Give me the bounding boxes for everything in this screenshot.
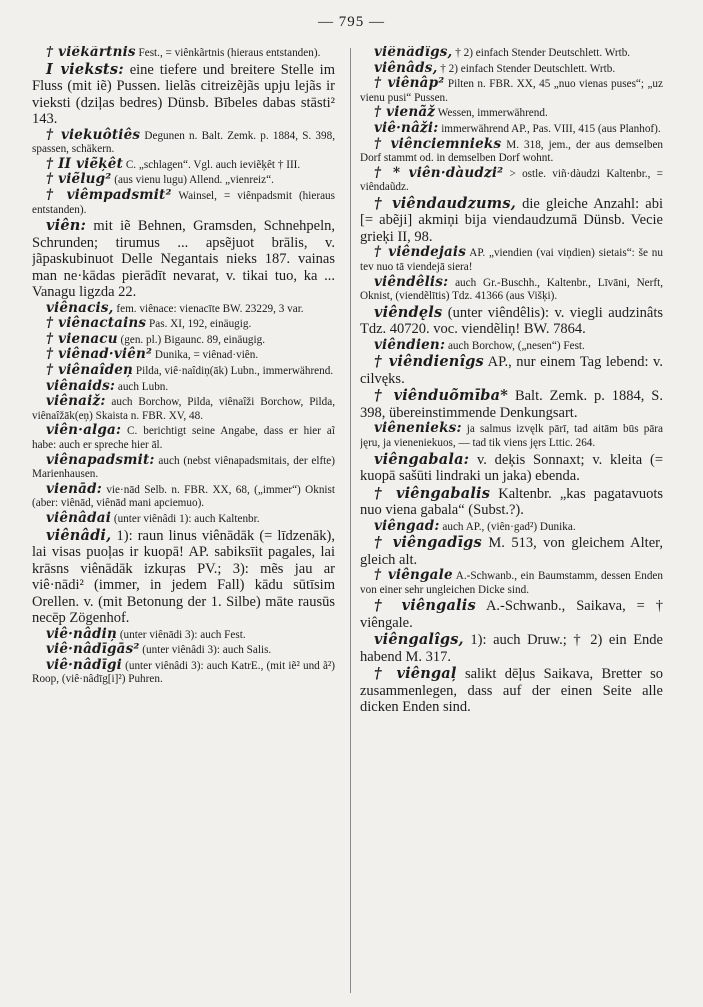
dictionary-entry [360, 486, 663, 519]
entry-headword: viêngabala: [374, 450, 470, 468]
entry-definition: die gleiche Anzahl: abi [= abẽji] akmiņi bija viendaudzumā Dünsb. Vecie grieķi II, 98. [360, 195, 663, 245]
dictionary-entry [32, 299, 335, 317]
dictionary-entry [32, 364, 335, 379]
entry-headword: † II viẽķêt [46, 155, 124, 172]
entry-definition: (unter viênâdi 3): auch Salis. [139, 644, 272, 657]
entry-headword: viênâdîgs, [374, 46, 453, 60]
column-divider [350, 48, 351, 993]
dictionary-entry [360, 354, 663, 387]
entry-definition: Dunika, = viênad·viên. [152, 349, 259, 362]
entry-definition: A.-Schwanb., ein Baumstamm, dessen Enden von einer sehr ungleichen Dicke sind. [360, 570, 663, 596]
entry-headword: viê·nâdiņ [46, 625, 118, 642]
dictionary-entry [360, 632, 663, 665]
dictionary-entry [360, 336, 663, 354]
entry-headword: † viêngadīgs [374, 534, 482, 552]
entry-headword: † viêngale [374, 567, 453, 584]
entry-definition: Pas. XI, 192, einäugig. [146, 318, 252, 331]
entry-headword: viêngalîgs, [374, 631, 464, 649]
entry-headword: viêndęls [374, 303, 443, 321]
entry-headword: † viekuôtiês [46, 126, 141, 143]
entry-headword: † viênciemnieks [374, 135, 502, 152]
entry-definition: (unter viêndêlis): v. viegli audzinâts Tdz. 40720. voc. viendẽliņ! BW. 7864. [360, 304, 663, 338]
dictionary-entry [32, 62, 335, 128]
dictionary-entry [32, 528, 335, 627]
dictionary-entry [32, 395, 335, 423]
entry-definition: 1): raun linus viênādāk (= līdzenāk), lai visas puoļas ir kuopā! AP. sabiksīit pagales, lai krāsns viênādāk izkuŗas PV.; 3): mẽs jau ar viê·nādi² (immer, in jedem Fall) kādu sūtīsim Orellen. v. (mit Betonung der 1. Silbe) māte rausūs necēp Zögenhof. [32, 527, 335, 627]
dictionary-entry [360, 598, 663, 631]
dictionary-entry [32, 155, 335, 173]
entry-definition: eine tiefere und breitere Stelle im Fluss (mit iẽ) Pussen. lielãs citreizẽjãs upju lejãs ir vieksti (dziļas bedres) Dünsb. Bībeles dabas stāsti² 143. [32, 61, 335, 128]
dictionary-entry [32, 317, 335, 332]
dictionary-entry [360, 164, 663, 195]
entry-definition: AP., nur einem Tag lebend: v. cilvęks. [360, 354, 663, 387]
entry-definition: M. 513, von gleichem Alter, gleich alt. [360, 535, 663, 568]
entry-headword: viêndien: [374, 336, 446, 353]
dictionary-entry [32, 509, 335, 527]
entry-headword: viê·nâdīgi [46, 656, 122, 673]
entry-headword: viênâdi, [46, 526, 112, 544]
entry-headword: I vieksts: [46, 60, 124, 78]
entry-definition: M. 318, jem., der aus demselben Dorf stammt od. in demselben Dorf wohnt. [360, 138, 663, 165]
entry-headword: † viênactains [46, 315, 147, 332]
entry-headword: viê·nâži: [374, 119, 439, 136]
dictionary-entry [360, 273, 663, 304]
entry-definition: (aus vienu lugu) Allend. „vienreiz“. [111, 174, 274, 187]
entry-headword: viênacis, [46, 299, 114, 316]
dictionary-entry [32, 656, 335, 687]
dictionary-entry [32, 424, 335, 452]
entry-headword: † * viên·dàudzi² [374, 164, 504, 181]
dictionary-entry [360, 666, 663, 716]
entry-headword: † viêndejais [374, 244, 467, 261]
entry-definition: † 2) einfach Stender Deutschlett. Wrtb. [437, 62, 616, 75]
entry-headword: viên: [46, 217, 87, 235]
entry-definition: fem. viênace: vienacīte BW. 23229, 3 var. [113, 302, 304, 315]
entry-definition: auch Lubn. [115, 380, 169, 393]
entry-headword: viênâdai [46, 509, 112, 526]
dictionary-entry [360, 422, 663, 450]
entry-headword: † viênaîdeņ [46, 362, 134, 379]
dictionary-entry [32, 480, 335, 511]
dictionary-entry [32, 330, 335, 348]
entry-definition: Wainsel, = viênpadsmit (hieraus entstanden). [32, 189, 335, 216]
entry-headword: viênâds, [374, 59, 438, 76]
page-number: — 795 — [318, 14, 385, 30]
entry-headword: viênenieks: [374, 420, 462, 437]
entry-definition: v. deķis Sonnaxt; v. kleita (= kuopā sašūti lindraki un jaka) ebenda. [360, 451, 663, 485]
entry-headword: vienād: [46, 480, 102, 497]
dictionary-entry [32, 377, 335, 395]
entry-definition: vie·nād Selb. n. FBR. XX, 68, („immer“) Oknist (aber: viênād, viênād mani apciemuo). [32, 483, 335, 510]
entry-headword: † viênduõmība* [374, 387, 509, 405]
entry-headword: viênaiž: [46, 393, 106, 410]
entry-definition: A.-Schwanb., Saikava, = † viêngale. [360, 598, 663, 631]
entry-definition: Pilten n. FBR. XX, 45 „nuo vienas puses“; „uz vienu pusi“ Pussen. [360, 78, 663, 104]
dictionary-entry [360, 135, 663, 166]
entry-definition: > ostle. viñ·dàudzi Kaltenbr., = viêndaũdz. [360, 167, 663, 194]
entry-definition: auch Borchow, Pilda, viênaîži Borchow, Pilda, viênaîžāk(eņ) Skaista n. FBR. XV, 48. [32, 396, 335, 422]
entry-definition: (unter viênâdi 3): auch KatrE., (mit iẽ² und ã²) Roop, (viê·nâdīg[i]²) Puhren. [32, 659, 335, 686]
entry-headword: viênapadsmit: [46, 451, 155, 468]
entry-definition: immerwährend AP., Pas. VIII, 415 (aus Planhof). [438, 122, 661, 135]
entry-definition: (unter viênādi 3): auch Fest. [117, 628, 246, 641]
entry-headword: † viênad·viên² [46, 346, 153, 363]
entry-definition: auch (nebst viênapadsmitais, der elfte) Marienhausen. [32, 454, 335, 481]
dictionary-entry [32, 625, 335, 643]
dictionary-entry [360, 119, 663, 137]
dictionary-entry [360, 535, 663, 568]
entry-definition: auch AP., (viên·gad²) Dunika. [439, 520, 576, 533]
entry-headword: viên·alga: [46, 422, 122, 439]
entry-definition: (gen. pl.) Bigaunc. 89, einäugig. [117, 333, 266, 346]
dictionary-entry [32, 348, 335, 363]
left-column [32, 46, 335, 996]
entry-definition: 1): auch Druw.; † 2) ein Ende habend M. 317. [360, 632, 663, 665]
entry-definition: Fest., = viênkãrtnis (hieraus entstanden). [135, 47, 321, 59]
entry-definition: mit iẽ Behnen, Gramsden, Schnehpeln, Schrunden; tirumus ... apsẽjuot brālis, v. jãpaskubinuot Delle Negantais nieks 187. vainas man ne·kādas pierādīt nevarat, v. tikai tuo, ka ... Vanagu ligzda 22. [32, 218, 335, 301]
dictionary-entry [360, 106, 663, 121]
entry-definition: Wessen, immerwährend. [435, 107, 548, 120]
entry-headword: † viêmpadsmit² [46, 186, 172, 203]
entry-headword: † viêndienîgs [374, 353, 484, 371]
entry-definition: Kaltenbr. „kas pagatavuots nuo viena gabala“ (Subst.?). [360, 485, 663, 519]
entry-definition: AP. „viendien (vai viņdien) sietais“: še nu tev nuo tā viendejā siera! [360, 247, 663, 274]
dictionary-entry [360, 452, 663, 485]
dictionary-entry [32, 126, 335, 157]
entry-headword: † viêngaļ [374, 665, 457, 683]
entry-definition: Pilda, viê·naîdiņ(āk) Lubn., immerwährend. [133, 365, 334, 378]
entry-headword: viê·nâdīgās² [46, 641, 140, 658]
entry-headword: viêngad: [374, 517, 440, 534]
entry-headword: † viêngalis [374, 597, 476, 615]
entry-definition: salikt dēļus Saikava, Bretter so zusammenlegen, dass auf der einen Seite alle dicken Enden sind. [360, 666, 663, 716]
entry-definition: † 2) einfach Stender Deutschlett. Wrtb. [452, 47, 631, 59]
dictionary-entry [360, 569, 663, 597]
dictionary-entry [360, 517, 663, 535]
entry-definition: C. berichtigt seine Angabe, dass er hier aĩ habe: auch er spreche hier āl. [32, 425, 335, 451]
entry-headword: † viẽkãrtnis [46, 46, 136, 60]
entry-headword: † viẽlug² [46, 171, 112, 188]
entry-definition: auch Gr.-Buschh., Kaltenbr., Līvāni, Nerft, Oknist, (viendẽlītis) Tdz. 41366 (aus Višķi). [360, 276, 663, 303]
entry-headword: viênaids: [46, 377, 116, 394]
entry-headword: † vienãž [374, 104, 436, 121]
dictionary-entry [32, 451, 335, 482]
dictionary-entry [360, 59, 663, 77]
entry-definition: ja salmus izvęlk pārī, tad aitām būs pāra jęru, ja vieneniekuos, — tad tik viens jęrs Lttic. 264. [360, 423, 663, 449]
dictionary-entry [360, 196, 663, 246]
entry-headword: † viêngabalis [374, 484, 491, 502]
entry-headword: † viênâp² [374, 75, 445, 92]
dictionary-entry [32, 643, 335, 658]
entry-definition: C. „schlagen“. Vgl. auch ieviẽķêt † III. [123, 158, 301, 171]
dictionary-entry [32, 46, 335, 61]
entry-headword: † vienacu [46, 330, 118, 347]
dictionary-entry [32, 173, 335, 188]
dictionary-entry [32, 186, 335, 217]
dictionary-entry [360, 46, 663, 61]
dictionary-entry [32, 218, 335, 301]
dictionary-entry [360, 77, 663, 105]
entry-definition: Balt. Zemk. p. 1884, S. 398, übereinstimmende Denkungsart. [360, 388, 663, 421]
entry-definition: Degunen n. Balt. Zemk. p. 1884, S. 398, spassen, schäkern. [32, 129, 335, 156]
entry-definition: auch Borchow, („nesen“) Fest. [445, 339, 585, 352]
entry-headword: viêndêlis: [374, 273, 449, 290]
dictionary-entry [360, 388, 663, 421]
entry-headword: † viêndaudzums, [374, 194, 516, 212]
dictionary-entry [360, 305, 663, 338]
right-column [360, 46, 663, 996]
dictionary-entry [360, 246, 663, 274]
entry-definition: (unter viênâdi 1): auch Kaltenbr. [111, 512, 260, 525]
